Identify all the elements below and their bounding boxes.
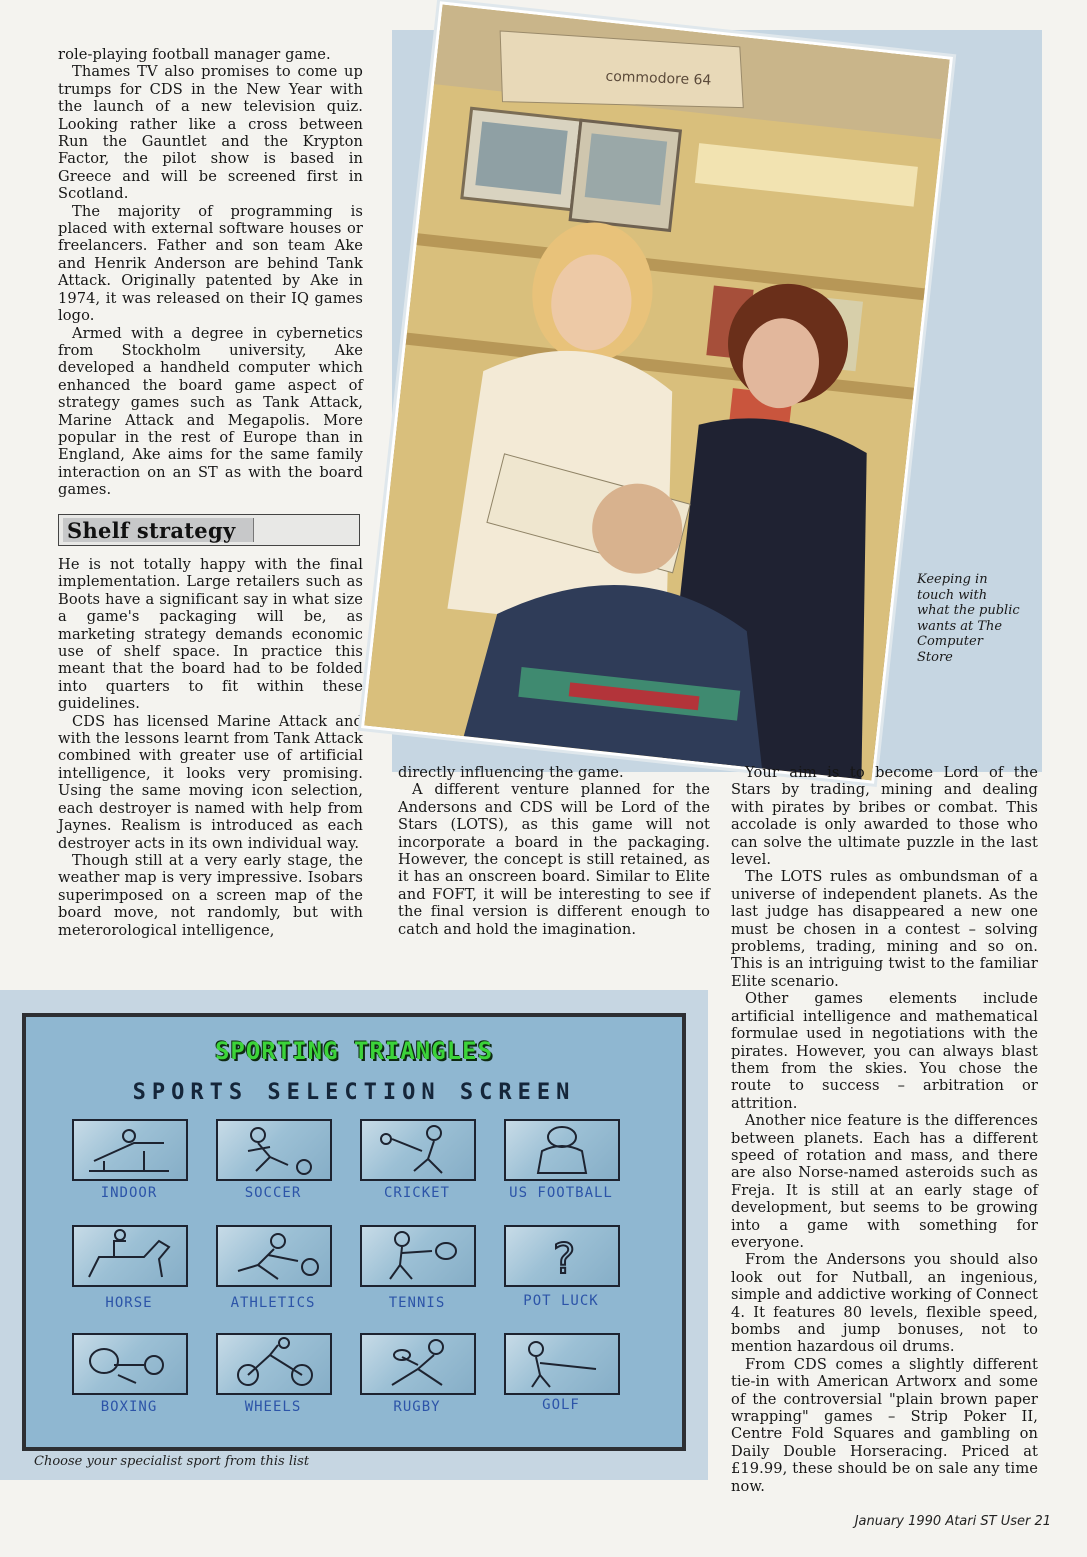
tennis-icon [362,1227,474,1285]
wheels-tile [216,1333,332,1395]
sport-label: SOCCER [244,1185,302,1201]
paragraph: CDS has licensed Marine Attack and with the lessons learnt from Tank Attack combined with greater use of artificial intelligence, it looks very promising. Using the same moving icon selection, each destroyer is named with help from Jaynes. Realism is introduced as each destroyer acts in its own individual way. [58,712,363,852]
game-title: SPORTING TRIANGLES [214,1037,494,1065]
us-football-icon [506,1121,618,1179]
paragraph: Another nice feature is the differences between planets. Each has a different speed of rotation and mass, and there are also Norse-named asteroids such as Freja. It is still at an early stage of development, but seems to be growing into a game with something for everyone. [731,1112,1038,1251]
athletics-icon [218,1227,330,1285]
wheels-icon [218,1335,330,1393]
rugby-tile [360,1333,476,1395]
soccer-tile [216,1119,332,1181]
paragraph: Your aim is to become Lord of the Stars by trading, mining and dealing with pirates by bribes or combat. This accolade is only awarded to those who can solve the ultimate puzzle in the last level. [731,764,1038,869]
sport-label: CRICKET [383,1185,450,1201]
game-subtitle: SPORTS SELECTION SCREEN [132,1080,576,1105]
sport-label: BOXING [100,1399,158,1415]
soccer-icon [218,1121,330,1179]
screenshot-caption: Choose your specialist sport from this list [34,1454,310,1469]
section-heading: Shelf strategy [67,518,236,543]
cricket-icon [362,1121,474,1179]
indoor-tile [72,1119,188,1181]
section-heading-box [58,514,360,546]
photo-caption: Keeping in touch with what the public wants at The Computer Store [917,572,1020,665]
pot-luck-tile [504,1225,620,1287]
column-3 [731,764,1038,1495]
tennis-tile [360,1225,476,1287]
paragraph: From CDS comes a slightly different tie-in with American Artworx and some of the controversial "plain brown paper wrapping" games – Strip Poker II, Centre Fold Squares and gambling on Daily Double Horseracing. Priced at £19.99, these should be on sale any time now. [731,1355,1038,1495]
paragraph: Other games elements include artificial intelligence and mathematical formulae used in negotiations with the pirates. However, you can always blast them from the skies. You chose the route to success – arbitration or attrition. [731,990,1038,1112]
paragraph: A different venture planned for the Andersons and CDS will be Lord of the Stars (LOTS), as this game will not incorporate a board in the packaging. However, the concept is still retained, as it has an onscreen board. Similar to Elite and FOFT, it will be interesting to see if the final version is different enough to catch and hold the imagination. [398,781,710,938]
page-footer: January 1990 Atari ST User 21 [854,1514,1051,1529]
us-football-tile [504,1119,620,1181]
paragraph: The majority of programming is placed with external software houses or freelancers. Father and son team Ake and Henrik Anderson are behind Tank Attack. Originally patented by Ake in 1974, it was released on their IQ games logo. [58,202,363,325]
indoor-icon [74,1121,186,1179]
sport-label: HORSE [105,1295,153,1311]
paragraph: The LOTS rules as ombundsman of a universe of independent planets. As the last judge has disappeared a new one must be chosen in a contest – solving problems, trading, mining and so on. This is an intriguing twist to the familiar Elite scenario. [731,868,1038,990]
column-1-bottom [58,556,363,939]
rugby-icon [362,1335,474,1393]
sign-text: commodore 64 [605,68,712,89]
golf-tile [504,1333,620,1395]
paragraph: Armed with a degree in cybernetics from Stockholm university, Ake developed a handheld computer which enhanced the board game aspect of strategy games such as Tank Attack, Marine Attack and Megapolis. More popular in the rest of Europe than in England, Ake aims for the same family interaction on an ST as with the board games. [58,324,363,499]
paragraph: Thames TV also promises to come up trumps for CDS in the New Year with the launch of a new television quiz. Looking rather like a cross between Run the Gauntlet and the Krypton Factor, the pilot show is based in Greece and will be screened first in Scotland. [58,63,363,203]
boxing-tile [72,1333,188,1395]
horse-icon [74,1227,186,1285]
paragraph: role-playing football manager game. [58,46,331,63]
golf-icon [506,1335,618,1393]
sport-label: ATHLETICS [230,1295,316,1311]
question-mark-icon [506,1227,618,1285]
sport-label: POT LUCK [523,1293,599,1309]
sport-label: TENNIS [388,1295,446,1311]
sport-label: WHEELS [244,1399,302,1415]
paragraph: Though still at a very early stage, the weather map is very impressive. Isobars superimposed on a screen map of the board move, not randomly, but with meterorological intelligence, [58,851,363,939]
game-screenshot [22,1013,686,1451]
column-1-top [58,46,363,499]
store-photo [364,5,949,781]
paragraph: He is not totally happy with the final implementation. Large retailers such as Boots have a significant say in what size a game's packaging will be, as marketing strategy demands economic use of shelf space. In practice this meant that the board had to be folded into quarters to fit within these guidelines. [58,556,363,713]
boxing-icon [74,1335,186,1393]
sport-label: US FOOTBALL [509,1185,613,1201]
sport-label: GOLF [542,1397,580,1413]
horse-tile [72,1225,188,1287]
sport-label: INDOOR [100,1185,158,1201]
paragraph: directly influencing the game. [398,764,624,781]
store-photo-illustration [364,5,949,781]
column-2 [398,764,710,938]
sport-label: RUGBY [393,1399,441,1415]
svg-text:?: ? [551,1234,577,1283]
cricket-tile [360,1119,476,1181]
paragraph: From the Andersons you should also look out for Nutball, an ingenious, simple and addictive working of Connect 4. It features 80 levels, flexible speed, bombs and jump bonuses, not to mention hazardous oil drums. [731,1251,1038,1356]
athletics-tile [216,1225,332,1287]
